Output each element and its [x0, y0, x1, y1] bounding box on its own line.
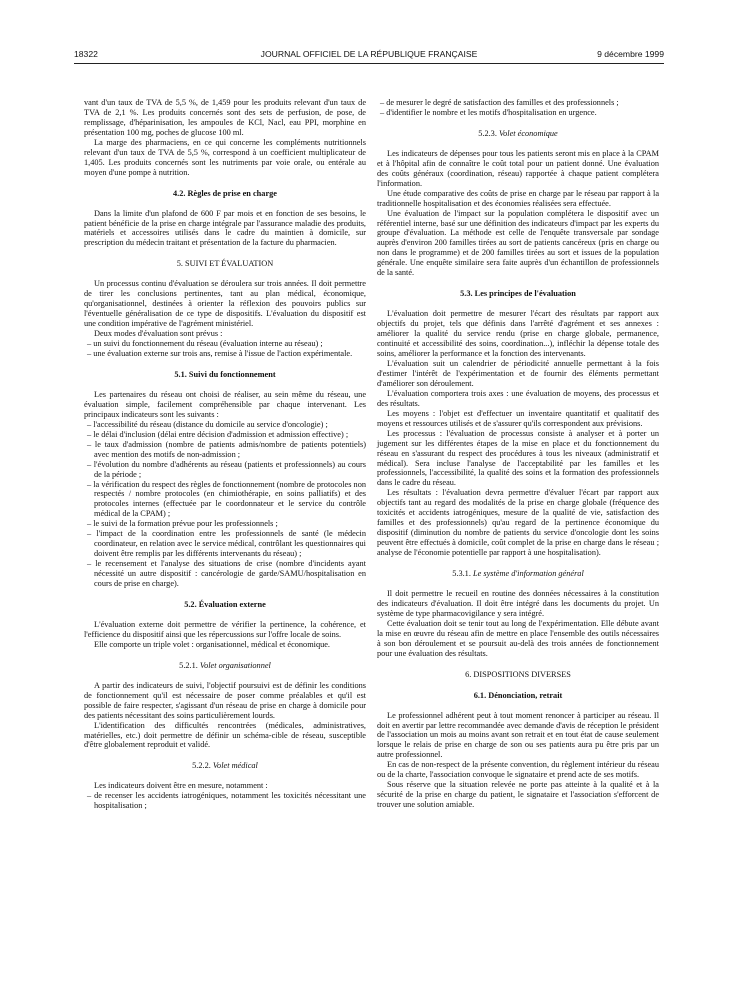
paragraph: L'évaluation doit permettre de mesurer l'écart des résultats par rapport aux objectifs du projet, tels que définis dans l'arrêté d'agrément et ses annexes : améliorer la qualité du service rendu (prise en charge globale, permanence, continuité et accessibilité des soins, coordination...), infléchir la dépense totale des soins, améliorer la performance et la fonction des intervenants.: [377, 309, 659, 359]
paragraph: Les moyens : l'objet est d'effectuer un inventaire quantitatif et qualitatif des moyens et ressources utilisés et de s'assurer qu'ils correspondent aux prévisions.: [377, 408, 659, 428]
section-heading: 4.2. Règles de prise en charge: [173, 188, 277, 198]
paragraph: Sous réserve que la situation relevée ne porte pas atteinte à la qualité et à la sécurité de la prise en charge du patient, le signataire et l'association s'efforcent de trouver une solution amiable.: [377, 780, 659, 810]
subsection-title: Volet économique: [498, 128, 558, 138]
journal-title: JOURNAL OFFICIEL DE LA RÉPUBLIQUE FRANÇAISE: [260, 49, 478, 59]
subsection-number: 5.3.1.: [452, 569, 471, 579]
paragraph: Les indicateurs doivent être en mesure, notamment :: [94, 781, 268, 791]
subsection-title: Volet médical: [212, 761, 258, 771]
paragraph: Le professionnel adhérent peut à tout moment renoncer à participer au réseau. Il doit en avertir par lettre recommandée avec demande d'avis de réception le président de l'association un mois au moins avant son retrait et en tout état de cause seulement lorsque le relais de prise en charge de son ou ses patients aura pu être pris par un autre professionnel.: [377, 710, 659, 760]
paragraph: Les processus : l'évaluation de processus consiste à analyser et à porter un jugement sur les différentes étapes de la mise en place et du fonctionnement du réseau en s'assurant du respect des procédures à tous les niveaux (administratif et médical). Sera incluse l'analyse de l'acceptabilité par les familles et les professionnels, l'accessibilité, la qualité des soins et la formation des professionnels dans le cadre du réseau.: [377, 428, 659, 488]
right-column: [377, 98, 659, 810]
list-item: – l'évolution du nombre d'adhérents au réseau (patients et professionnels) au cours de la période ;: [87, 459, 366, 479]
subsection-number: 5.2.1.: [179, 660, 198, 670]
subsection-heading: [377, 569, 659, 579]
paragraph: vant d'un taux de TVA de 5,5 %, de 1,459 pour les produits relevant d'un taux de TVA de 2,1 %. Les produits concernés sont des sets de perfusion, de pose, de remplissage, d'héparinisation, les ampoules de KCl, Nacl, eau PPI, morphine en présentation 100 mg, poches de glucose 100 ml.: [84, 98, 366, 137]
paragraph: Elle comporte un triple volet : organisationnel, médical et économique.: [94, 639, 331, 649]
list-item: – l'accessibilité du réseau (distance du domicile au service d'oncologie) ;: [87, 419, 328, 429]
header-rule: [74, 63, 664, 64]
paragraph: Dans la limite d'un plafond de 600 F par mois et en fonction de ses besoins, le patient bénéficie de la prise en charge intégrale par l'assurance maladie des produits, matériels et accessoires utilisés dans le cadre du maintien à domicile, sur prescription du médecin traitant et présentation de la facture du pharmacien.: [84, 208, 366, 248]
section-heading: 5. SUIVI ET ÉVALUATION: [176, 259, 274, 269]
section-heading: 6.1. Dénonciation, retrait: [473, 690, 563, 700]
paragraph: Une étude comparative des coûts de prise en charge par le réseau par rapport à la traditionnelle hospitalisation et des économies réalisées sera effectuée.: [377, 188, 659, 208]
list-item: – le suivi de la formation prévue pour les professionnels ;: [87, 519, 278, 529]
paragraph: Cette évaluation doit se tenir tout au long de l'expérimentation. Elle débute avant la mise en œuvre du réseau afin de mettre en place l'ensemble des outils nécessaires à son bon déroulement et se poursuit au-delà des trois années de fonctionnement pour une évaluation des résultats.: [377, 618, 659, 658]
list-item: – de recenser les accidents iatrogéniques, notamment les toxicités nécessitant une hospitalisation ;: [87, 791, 366, 811]
section-heading: 5.3. Les principes de l'évaluation: [460, 289, 576, 299]
paragraph: Les résultats : l'évaluation devra permettre d'évaluer l'écart par rapport aux objectifs tant au regard des modalités de la prise en charge globale (fréquence des toxicités et accidents iatrogéniques, mesure de la qualité de vie, satisfaction des familles et des professionnels) qu'au regard de la pertinence économique du dispositif (diminution du nombre de patients du service d'oncologie dont les soins peuvent être effectués à domicile, coût complet de la prise en charge dans le réseau ; analyse de l'économie potentielle par rapport à une hospitalisation).: [377, 488, 659, 558]
list-item: – la vérification du respect des règles de fonctionnement (nombre de protocoles non respectés / nombre protocoles (en chimiothérapie, en soins palliatifs) et des protocoles internes (effectuée par le coordonnateur et le service du contrôle médical de la CPAM) ;: [87, 479, 366, 519]
paragraph: Un processus continu d'évaluation se déroulera sur trois années. Il doit permettre de tirer les conclusions pertinentes, tant au plan médical, économique, qu'organisationnel, destinées à orienter la réflexion des pouvoirs publics sur l'éventuelle généralisation de ce type de dispositifs. L'évaluation du dispositif est une condition impérative de l'agrément ministériel.: [84, 279, 366, 329]
list-item: – l'impact de la coordination entre les professionnels de santé (le médecin coordinateur, en relation avec le service médical, contrôlant les questionnaires qui doivent être remplis par les différents intervenants du réseau) ;: [87, 529, 366, 559]
subsection-heading: [84, 761, 366, 771]
left-column: [84, 98, 366, 811]
list-item: – une évaluation externe sur trois ans, remise à l'issue de l'action expérimentale.: [87, 349, 353, 359]
page-number: 18322: [74, 49, 98, 59]
paragraph: A partir des indicateurs de suivi, l'objectif poursuivi est de définir les conditions de fonctionnement qu'il est nécessaire de poser comme préalables et qu'il est possible de faire respecter, s'agissant d'un réseau de prise en charge à domicile pour des patients nécessitant des soins particulièrement lourds.: [84, 680, 366, 720]
paragraph: Les indicateurs de dépenses pour tous les patients seront mis en place à la CPAM et à l'hôpital afin de connaître le coût total pour un patient donné. Une évaluation des coûts généraux (coordination, réseau) rapportée à chaque patient complétera l'information.: [377, 148, 659, 188]
paragraph: Une évaluation de l'impact sur la population complétera le dispositif avec un référentiel interne, basé sur une définition des indicateurs d'impact par les experts du groupe d'évaluation. La méthode est celle de l'enquête transversale par sondage auprès d'environ 200 familles tirées au sort de patients cancéreux (pris en charge ou non dans le programme) et de 200 familles tirées au sort et issues de la population générale. Une enquête similaire sera faite auprès d'un échantillon de professionnels de la santé.: [377, 208, 659, 278]
subsection-title: Volet organisationnel: [199, 660, 271, 670]
paragraph: Les partenaires du réseau ont choisi de réaliser, au sein même du réseau, une évaluation simple, facilement compréhensible par chaque intervenant. Les principaux indicateurs sont les suivants :: [84, 389, 366, 419]
paragraph: Deux modes d'évaluation sont prévus :: [94, 329, 223, 339]
page-header: [74, 49, 664, 63]
paragraph: En cas de non-respect de la présente convention, du règlement intérieur du réseau ou de la charte, l'association convoque le signataire et prend acte de ses motifs.: [377, 760, 659, 780]
list-item: – de mesurer le degré de satisfaction des familles et des professionnels ;: [380, 98, 619, 107]
paragraph: L'évaluation externe doit permettre de vérifier la pertinence, la cohérence, et l'efficience du dispositif ainsi que les répercussions sur l'offre locale de soins.: [84, 619, 366, 639]
list-item: – le taux d'admission (nombre de patients admis/nombre de patients potentiels) avec mention des motifs de non-admission ;: [87, 439, 366, 459]
subsection-heading: [84, 661, 366, 671]
issue-date: 9 décembre 1999: [597, 49, 664, 59]
list-item: – d'identifier le nombre et les motifs d'hospitalisation en urgence.: [380, 107, 597, 117]
paragraph: Il doit permettre le recueil en routine des données nécessaires à la constitution des indicateurs d'évaluation. Il doit être intégré dans les documents du projet. Un système de type pharmacovigilance y sera intégré.: [377, 588, 659, 618]
list-item: – le délai d'inclusion (délai entre décision d'admission et admission effective) ;: [87, 429, 349, 439]
list-item: – le recensement et l'analyse des situations de crise (nombre d'incidents ayant nécessité un autre dispositif : cancérologie de garde/SAMU/hospitalisation en cours de prise en charge).: [87, 559, 366, 589]
section-heading: 5.1. Suivi du fonctionnement: [174, 369, 276, 379]
paragraph: L'évaluation comportera trois axes : une évaluation de moyens, des processus et des résultats.: [377, 388, 659, 408]
section-heading: 5.2. Évaluation externe: [184, 599, 266, 609]
subsection-number: 5.2.3.: [478, 128, 497, 138]
list-item: – un suivi du fonctionnement du réseau (évaluation interne au réseau) ;: [87, 339, 323, 349]
subsection-number: 5.2.2.: [192, 761, 211, 771]
paragraph: La marge des pharmaciens, en ce qui concerne les compléments nutritionnels relevant d'un taux de TVA de 5,5 %, correspond à un coefficient multiplicateur de 1,405. Les produits concernés sont les nutriments par voie orale, ou entérale au moyen d'une pompe à nutrition.: [84, 137, 366, 177]
subsection-heading: [377, 129, 659, 139]
section-heading: 6. DISPOSITIONS DIVERSES: [465, 669, 571, 679]
subsection-title: Le système d'information général: [472, 569, 584, 579]
paragraph: L'identification des difficultés rencontrées (médicales, administratives, matérielles, etc.) doit permettre de définir un schéma-cible de réseau, susceptible d'être globalement reproduit et validé.: [84, 720, 366, 750]
paragraph: L'évaluation suit un calendrier de périodicité annuelle permettant à la fois d'estimer l'intérêt de l'expérimentation et de fournir des éléments permettant d'améliorer son déroulement.: [377, 358, 659, 388]
